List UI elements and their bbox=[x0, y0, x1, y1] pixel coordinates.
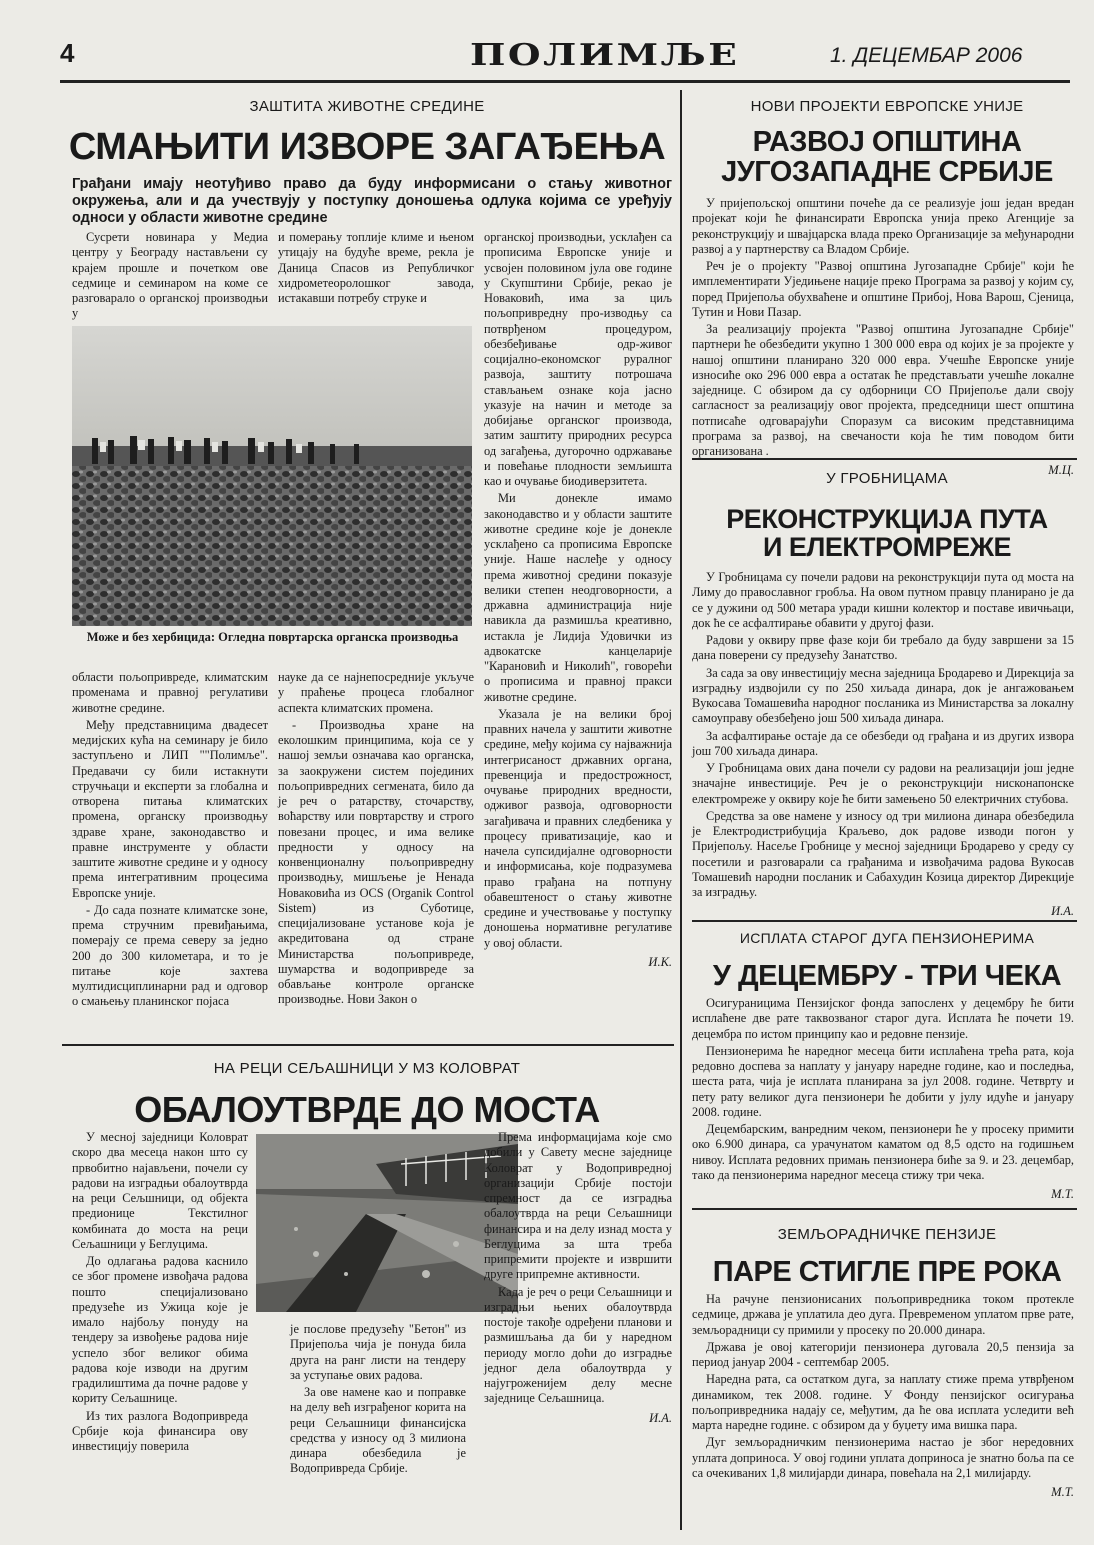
main-article-signature: И.К. bbox=[648, 954, 672, 969]
embankment-col2: је послове предузећу "Бетон" из Пријепоља чија је понуда била друга на ранг листи на тендеру за уступање ових радова. За ове намене као и поправке на делу већ изграђеног корита на реци Сељашници финансијска средства у износу од 3 милиона динара обезбедила је Водопривреда Србије. bbox=[290, 1322, 466, 1476]
eu-title-line1: РАЗВОЈ ОПШТИНА bbox=[752, 126, 1022, 158]
farmers-body: На рачуне пензионисаних пољопривредника током протекле седмице, држава је уплатила део дуга. Превременом уплатом прве рате, земљорадници су примили у просеку по 20.000 динара. Држава је овој категорији пензионера дуговала 20,5 пензија за период јануар 2004 - септембар 2005. Наредна рата, са остатком дуга, за наплату стиже према утврђеном динамиком, тек 2008. године. У Фонду пензијског осигурања пољопривредника надају се, међутим, да ће ова исплата уследити већ марта наредне године. с обзиром да у буџету има вишка пара. Дуг земљорадничким пензионерима настао је због нередовних уплата доприноса. У овој години уплата доприноса је знатно боља па се са очекиваних 1,8 милијарди динара, повећала на 2,1 милијарду. М.Т. bbox=[692, 1292, 1074, 1499]
section-rule-pension bbox=[692, 1208, 1077, 1210]
page-number: 4 bbox=[60, 38, 75, 68]
eu-signature: М.Ц. bbox=[1048, 463, 1074, 478]
section-rule-road bbox=[692, 920, 1077, 922]
embankment-signature: И.А. bbox=[649, 1410, 672, 1425]
road-title-line2: И ЕЛЕКТРОМРЕЖЕ bbox=[762, 531, 1012, 562]
pension-signature: М.Т. bbox=[1051, 1187, 1074, 1201]
eu-title bbox=[692, 128, 1082, 187]
field-photo-image bbox=[72, 326, 472, 626]
main-top-col2: и померању топлије климе и њеном утицају на будуће време, рекла је Даница Спасов из Републичког хидрометеоролошког завода, истакавши потребу струке и bbox=[278, 230, 474, 305]
road-title bbox=[692, 506, 1082, 561]
embankment-col1: У месној заједници Коловрат скоро два месеца након што су првобитно најављени, почели су радови на изградњи обалоутврда на реци Сељшници, од објекта предионице Текстилног комбината до моста на реци Сељашници у Беглуцима. До одлагања радова каснило се због промене извођача радова пошто специјализовано предузеће из Ужица које је имало најбољу понуду на тендеру за извођење радова није успело због великог обима радова које изводи на другим градилиштима да почне радове у кориту Сељашнице. Из тих разлога Водопривреда Србије која финансира ову инвестицију поверила bbox=[72, 1130, 248, 1453]
pension-kicker: ИСПЛАТА СТАРОГ ДУГА ПЕНЗИОНЕРИМА bbox=[739, 930, 1035, 946]
section-rule-eu bbox=[692, 458, 1077, 460]
main-bottom-col2: науке да се најнепосредније укључе у праћење процеса глобалног аспекта климатских промена. - Производња хране на еколошким принципима, која се у нашој земљи означава као органска, за заокружени систем појединих пољопривредних сегмената, било да је реч о ратарству, сточарству, воћарству или повртарству и строго повезани процес, и има велике предности у односу на конвенционалну пољопривредну производњу, мишљење је Ненада Новаковића из OCS (Organik Control Sistem) из Суботице, специјализоване установе која је акредитована од стране Министарства пољопривреде, шумарства и водопривреде за обављање контроле органске производње. Нови Закон о bbox=[278, 670, 474, 1007]
field-photo-caption: Може и без хербицида: Огледна повртарска органска производња bbox=[86, 630, 459, 644]
embankment-photo-image bbox=[256, 1134, 518, 1312]
road-body: У Гробницама су почели радови на реконструкцији пута од моста на Лиму до православног гробља. На овом путном правцу планирано је да се у дужини од 500 метара уради кишни колектор и поставе ивичњаци, док ће се асфалтирање обавити у другој фази. Радови у оквиру прве фазе који би требало да буду завршени за 15 дана поверени су предузећу Занатство. За сада за ову инвестицију месна заједница Бродарево и Дирекција за изградњу издвојили су по 250 хиљада динара, док је ангажовањем Вукосава Томашевића народног посланика из Министарства за локалну самоуправу обезбеђено још 500 хиљада динара. За асфалтирање остаје да се обезбеди од грађана и из других извора још 700 хиљада динара. У Гробницама ових дана почели су радови на реализацији још једне значајне инвестиције. Реч је о реконструкцији нисконапонске електромреже у оквиру које ће бити замењено 50 електричних стубова. Средства за ове намене у износу од три милиона динара обезбедила је Електродистрибуција Краљево, док радове изводи погон у Пријепољу. Насеље Гробнице у месној заједници Бродарево у среду су посетили и разговарали са грађанима и извођачима радова Вукосав Томашевић народни посланик и Сабахудин Козица директор Дирекције за изградњу. И.А. bbox=[692, 570, 1074, 919]
embankment-title: ОБАЛОУТВРДЕ ДО МОСТА bbox=[134, 1089, 600, 1130]
farmers-kicker: ЗЕМЉОРАДНИЧКЕ ПЕНЗИЈЕ bbox=[777, 1226, 997, 1243]
column-divider bbox=[680, 90, 682, 1530]
embankment-col3: Према информацијама које смо добили у Савету месне заједнице Коловрат у Водопривредној организацији Србије постоји спремност да се изградња обалоутврда на реци Сељашници финансира и на делу изнад моста у Беглуцима за шта треба припремити пројекте и извршити друге припремне активности. Када је реч о реци Сељашници и изградњи њених обалоутврда постоје такође одређени планови и размишљања да би у наредном периоду могло доћи до изградње једног дела обалоутврда у најугроженијем делу месне заједнице Сељашница. И.А. bbox=[484, 1130, 672, 1425]
eu-body: У пријепољској општини почеће да се реализује још један вредан пројекат који ће финансирати Европска унија преко Агенције за реконструкцију и швајцарска влада преко Организације за међународни развој а у партнерству са Владом Србије. Реч је о пројекту "Развој општина Југозападне Србије" који ће имплементирати Уједињене нације преко Програма за развој у којим су, поред Пријепоља обухваћене и општине Прибој, Нова Варош, Сјеница, Тутин и Нови Пазар. За реализацију пројекта "Развој општина Југозападне Србије" партнери ће обезбедити укупно 1 300 000 евра од којих је за пројекте у нашој општини планирано 320 000 евра. Учешће Европске уније износиће око 296 000 евра а остатак ће представљати учешће локалне заједнице. С обзиром да су одборници СО Пријепоље дали своју сагласност за реализацију овог пројекта, председници шест општина потписаће одговарајући Споразум са високим представницима програма за развој, на свечаности која ће тим поводом бити организована . М.Ц. bbox=[692, 196, 1074, 478]
farmers-signature: М.Т. bbox=[1051, 1485, 1074, 1499]
embankment-photo bbox=[256, 1134, 518, 1312]
masthead: ПОЛИМЉЕ bbox=[470, 38, 740, 73]
road-kicker: У ГРОБНИЦАМА bbox=[826, 470, 948, 487]
farmers-title: ПАРЕ СТИГЛЕ ПРЕ РОКА bbox=[712, 1256, 1062, 1288]
main-top-col1: Сусрети новинара у Медиа центру у Београду настављени су крајем прошле и почетком ове седмице и семинаром на коме се разговарало о органској производњи у bbox=[72, 230, 268, 321]
main-col3: органској производњи, усклађен са прописима Европске уније и усвојен половином јула ове године у Скупштини Србије, рекао је Новаковић, има за циљ пољопривредну про-изводњу са потврђеном процедуром, обезбеђивање одр-живог социјално-економског руралног развоја, заштиту потрошача стављањем ознаке која јасно указује на начин и методе за добијање органског производа, затим заштиту природних ресурса од загађења, дугорочно одржавање и повећање плодности земљишта као и очување биодиверзитета. Ми донекле имамо законодавство и у области заштите животне средине које је донекле усклађено са прописима Европске уније. Наше наслеђе у односу према животној средини показује велики степен неодговорности, а државна администрација није навикла да размишља креативно, истакла је Лидија Удовички из адвокатске канцеларије "Карановић и Николић", говорећи о прописима и правној пракси животне средине. Указала је на велики број правних начела у заштити животне средине, међу којима су најважнија интегрисаност државних органа, превенција и предострожност, очување природних вредности, одживог развоја, одговорности загађивача и правних следбеника у процесу приватизације, као и начела супсидијалне одговорности и информисања, које подразумева право грађана на потпуну обавештеност о стању животне средине и учествовање у поступку доношења нормативне регулативе у овој области. И.К. bbox=[484, 230, 672, 969]
pension-body: Осигураницима Пензијског фонда запосленх у децембру ће бити исплаћене две рате таквозваног старог дуга. Исплата ће почети 19. децембра по истом принципу као и редовне пензије. Пензионерима ће наредног месеца бити исплаћена трећа рата, која редовно доспева за наплату у јануару наредне године, као и последња, шеста рата, чија је исплата планирана за јул 2008. године. Четврту и пету рату великог дуга пензионери ће добити у јулу идуће и јануару 2008. године. Децембарским, ванредним чеком, пензионери ће у просеку примити око 6.900 динара, са урачунатом каматом од 8,5 одсто на годишњем нивоу. Исплата редовних примањ пензионера биће за 9. и 23. децембар, тако да пензионерима наредног месеца стижу три чека. М.Т. bbox=[692, 996, 1074, 1201]
main-bottom-col1: области пољопривреде, климатским променама и правној регулативи животне средине. Међу представницима двадесет медијских кућа на семинару је било заступљено и ЛИП ""Полимље". Предавачи су били истакнути стручњаци и експерти за глобална и отворена питања климатских промена, органску производњу здраве хране, законодавство и правне инструменте у области заштите животне средине и у односу према интегративним процесима Европске уније. - До сада познате климатске зоне, према стручним превиђањима, померају се према северу за једно 200 до 300 километара, и то је питање које захтева мултидисциплинарни рад и одговор о смањењу планинског појаса bbox=[72, 670, 268, 1009]
header-rule bbox=[60, 80, 1070, 83]
section-rule-left bbox=[62, 1044, 674, 1046]
eu-title-line2: ЈУГОЗАПАДНЕ СРБИЈЕ bbox=[721, 155, 1053, 188]
issue-date: 1. ДЕЦЕМБАР 2006 bbox=[830, 44, 1023, 67]
road-title-line1: РЕКОНСТРУКЦИЈА ПУТА bbox=[726, 504, 1048, 534]
main-article-title: СМАЊИТИ ИЗВОРЕ ЗАГАЂЕЊА bbox=[68, 126, 666, 168]
field-photo bbox=[72, 326, 472, 626]
road-signature: И.А. bbox=[1051, 904, 1074, 919]
embankment-kicker: НА РЕЦИ СЕЉАШНИЦИ У МЗ КОЛОВРАТ bbox=[213, 1060, 521, 1077]
eu-kicker: НОВИ ПРОЈЕКТИ ЕВРОПСКЕ УНИЈЕ bbox=[750, 98, 1024, 115]
main-article-lead: Грађани имају неотуђиво право да буду информисани о стању животног окружења, али и да учествују у поступку доношења одлука којима се уређују односи у области животне средине bbox=[72, 176, 672, 227]
pension-title: У ДЕЦЕМБРУ - ТРИ ЧЕКА bbox=[712, 960, 1062, 992]
main-article-kicker: ЗАШТИТА ЖИВОТНЕ СРЕДИНЕ bbox=[249, 98, 485, 115]
